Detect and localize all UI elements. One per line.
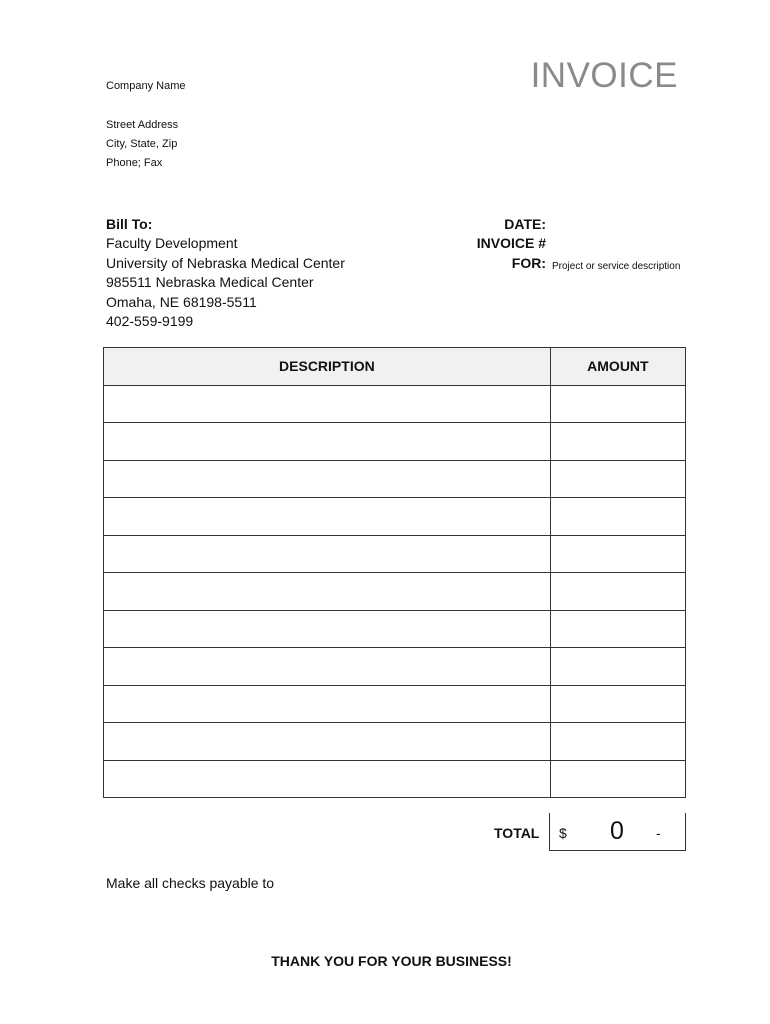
table-row	[104, 385, 686, 423]
for-label: FOR:	[511, 254, 546, 271]
description-cell[interactable]	[104, 423, 551, 461]
invoice-meta-labels	[440, 215, 546, 273]
table-row	[104, 685, 686, 723]
description-cell[interactable]	[104, 498, 551, 536]
invoice-number-label: INVOICE #	[476, 235, 546, 252]
bill-to-label: Bill To:	[106, 216, 153, 232]
total-value: 0	[610, 817, 624, 845]
description-cell[interactable]	[104, 685, 551, 723]
amount-cell[interactable]	[550, 648, 685, 686]
amount-cell[interactable]	[550, 535, 685, 573]
amount-cell[interactable]	[550, 610, 685, 648]
table-row	[104, 648, 686, 686]
description-cell[interactable]	[104, 648, 551, 686]
description-cell[interactable]	[104, 760, 551, 798]
total-cents: -	[656, 825, 661, 841]
company-city-state-zip: City, State, Zip	[106, 138, 178, 150]
amount-cell[interactable]	[550, 685, 685, 723]
thank-you-message: THANK YOU FOR YOUR BUSINESS!	[271, 953, 512, 969]
description-cell[interactable]	[104, 723, 551, 761]
project-description: Project or service description	[552, 261, 681, 272]
bill-to-line-5: 402-559-9199	[106, 313, 194, 330]
table-row	[104, 573, 686, 611]
bill-to-line-1: Faculty Development	[106, 235, 238, 252]
amount-cell[interactable]	[550, 760, 685, 798]
bill-to-line-4: Omaha, NE 68198-5511	[106, 293, 257, 310]
invoice-items-table	[103, 347, 686, 798]
table-row	[104, 460, 686, 498]
bill-to-block	[106, 215, 345, 331]
amount-cell[interactable]	[550, 573, 685, 611]
bill-to-line-2: University of Nebraska Medical Center	[106, 254, 345, 271]
total-amount-box	[549, 813, 686, 851]
description-cell[interactable]	[104, 610, 551, 648]
description-cell[interactable]	[104, 460, 551, 498]
table-row	[104, 760, 686, 798]
total-currency-symbol: $	[559, 825, 567, 841]
amount-cell[interactable]	[550, 498, 685, 536]
company-street-address: Street Address	[106, 119, 179, 131]
bill-to-line-3: 985511 Nebraska Medical Center	[106, 274, 314, 291]
checks-payable-note: Make all checks payable to	[106, 875, 275, 891]
amount-cell[interactable]	[550, 385, 685, 423]
total-label: TOTAL	[494, 825, 540, 841]
company-phone-fax: Phone; Fax	[106, 157, 163, 169]
amount-cell[interactable]	[550, 723, 685, 761]
table-row	[104, 535, 686, 573]
table-header-row	[104, 348, 686, 386]
amount-header: AMOUNT	[550, 348, 685, 386]
table-row	[104, 610, 686, 648]
description-cell[interactable]	[104, 385, 551, 423]
date-label: DATE:	[504, 216, 546, 232]
table-row	[104, 723, 686, 761]
amount-cell[interactable]	[550, 423, 685, 461]
description-cell[interactable]	[104, 535, 551, 573]
amount-cell[interactable]	[550, 460, 685, 498]
description-header: DESCRIPTION	[104, 348, 551, 386]
company-name: Company Name	[106, 80, 186, 92]
invoice-title: INVOICE	[530, 56, 678, 95]
table-row	[104, 423, 686, 461]
table-row	[104, 498, 686, 536]
description-cell[interactable]	[104, 573, 551, 611]
